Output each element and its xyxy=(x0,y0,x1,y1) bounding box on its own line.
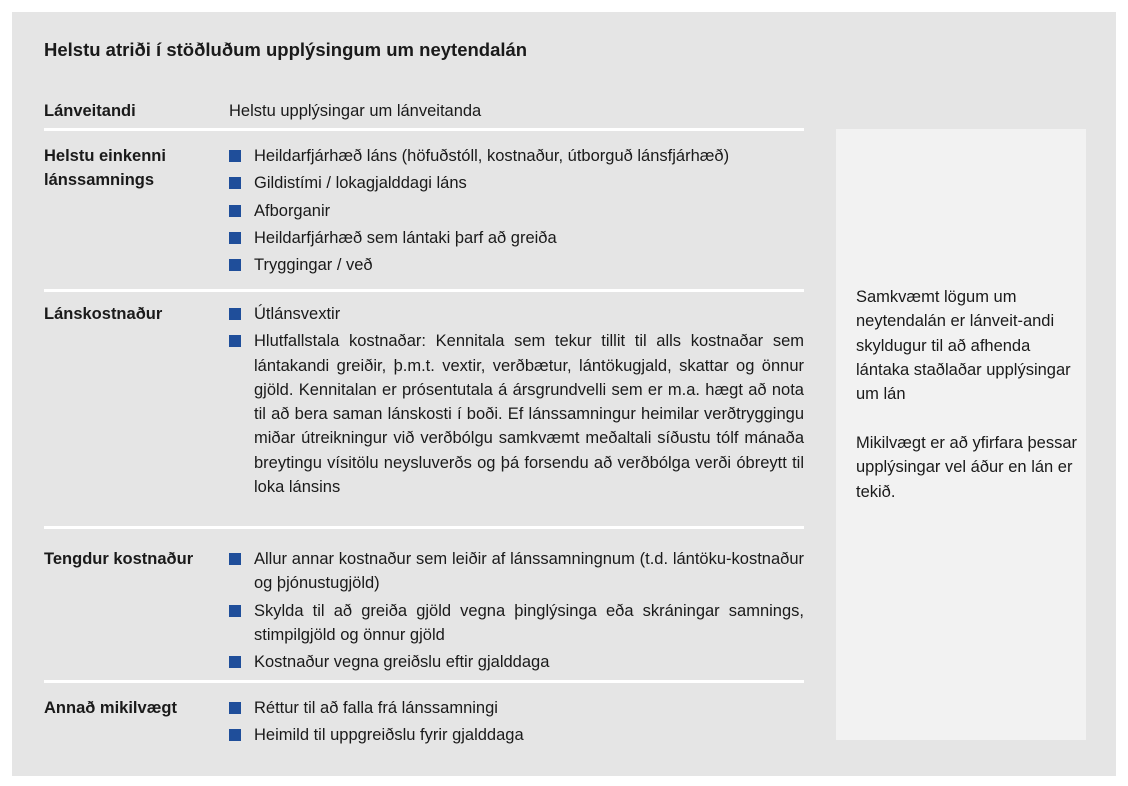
list-item-text: Gildistími / lokagjalddagi láns xyxy=(254,174,467,193)
list-item xyxy=(229,144,804,168)
bullet-list xyxy=(229,547,804,677)
square-bullet-icon xyxy=(229,177,241,189)
list-item-text: Allur annar kostnaður sem leiðir af lánssamningnum (t.d. lántöku-kostnaður og þjónustugjöld) xyxy=(254,550,804,593)
list-item-text: Kostnaður vegna greiðslu eftir gjalddaga xyxy=(254,653,550,672)
list-item-text: Hlutfallstala kostnaðar: Kennitala sem tekur tillit til alls kostnaðar sem lántakandi greiðir, þ.m.t. vextir, verðbætur, lántökugjald, skattar og önnur gjöld. Kennitalan er prósentutala á ársgrundvelli sem er m.a. hægt að nota til að bera saman lánskosti í boði. Ef lánssamningur heimilar verðtryggingu miðar útreikningur við verðbólgu samkvæmt meðaltali síðustu tólf mánaða breytingu vísitölu neysluverðs og þá forsendu að verðbólga verði óbreytt til loka lánsins xyxy=(254,332,804,497)
square-bullet-icon xyxy=(229,656,241,668)
bullet-list xyxy=(229,696,804,751)
info-panel xyxy=(12,12,1116,776)
square-bullet-icon xyxy=(229,259,241,271)
section-loan-features xyxy=(44,144,804,284)
list-item xyxy=(229,329,804,499)
page-title: Helstu atriði í stöðluðum upplýsingum um neytendalán xyxy=(44,39,528,60)
section-lender xyxy=(44,99,804,123)
list-item-text: Afborganir xyxy=(254,201,331,220)
square-bullet-icon xyxy=(229,335,241,347)
section-other-important xyxy=(44,696,804,756)
list-item xyxy=(229,199,804,223)
list-item xyxy=(229,226,804,250)
section-label: Lánskostnaður xyxy=(44,305,163,323)
list-item-text: Skylda til að greiða gjöld vegna þinglýsinga eða skráningar samnings, stimpilgjöld og önnur gjöld xyxy=(254,601,804,644)
list-item-text: Heildarfjárhæð sem lántaki þarf að greiða xyxy=(254,228,557,247)
list-item-text: Útlánsvextir xyxy=(254,305,341,323)
side-info-box xyxy=(836,129,1086,740)
list-item-text: Heimild til uppgreiðslu fyrir gjalddaga xyxy=(254,726,524,745)
section-related-cost xyxy=(44,547,804,677)
section-label: Lánveitandi xyxy=(44,102,136,120)
square-bullet-icon xyxy=(229,605,241,617)
side-info-paragraph: Samkvæmt lögum um neytendalán er lánveit-andi skyldugur til að afhenda lántaka staðlaðar upplýsingar um lán xyxy=(856,288,1071,404)
list-item xyxy=(229,599,804,648)
list-item xyxy=(229,650,804,674)
list-item-text: Réttur til að falla frá lánssamningi xyxy=(254,699,498,717)
divider xyxy=(44,289,804,292)
list-item xyxy=(229,547,804,596)
section-text: Helstu upplýsingar um lánveitanda xyxy=(229,102,482,120)
section-label: Annað mikilvægt xyxy=(44,699,177,717)
divider xyxy=(44,680,804,683)
square-bullet-icon xyxy=(229,729,241,741)
list-item-text: Heildarfjárhæð láns (höfuðstóll, kostnaður, útborguð lánsfjárhæð) xyxy=(254,147,730,165)
divider xyxy=(44,526,804,529)
square-bullet-icon xyxy=(229,150,241,162)
list-item xyxy=(229,253,804,277)
list-item xyxy=(229,723,804,747)
square-bullet-icon xyxy=(229,553,241,565)
section-label: Helstu einkenni lánssamnings xyxy=(44,147,166,189)
square-bullet-icon xyxy=(229,205,241,217)
bullet-list xyxy=(229,144,804,280)
list-item xyxy=(229,302,804,326)
section-loan-cost xyxy=(44,302,804,524)
side-info-paragraph: Mikilvægt er að yfirfara þessar upplýsingar vel áður en lán er tekið. xyxy=(856,434,1077,501)
square-bullet-icon xyxy=(229,702,241,714)
square-bullet-icon xyxy=(229,308,241,320)
section-label: Tengdur kostnaður xyxy=(44,550,194,568)
divider xyxy=(44,128,804,131)
list-item-text: Tryggingar / veð xyxy=(254,256,373,275)
bullet-list xyxy=(229,302,804,502)
list-item xyxy=(229,171,804,195)
list-item xyxy=(229,696,804,720)
square-bullet-icon xyxy=(229,232,241,244)
